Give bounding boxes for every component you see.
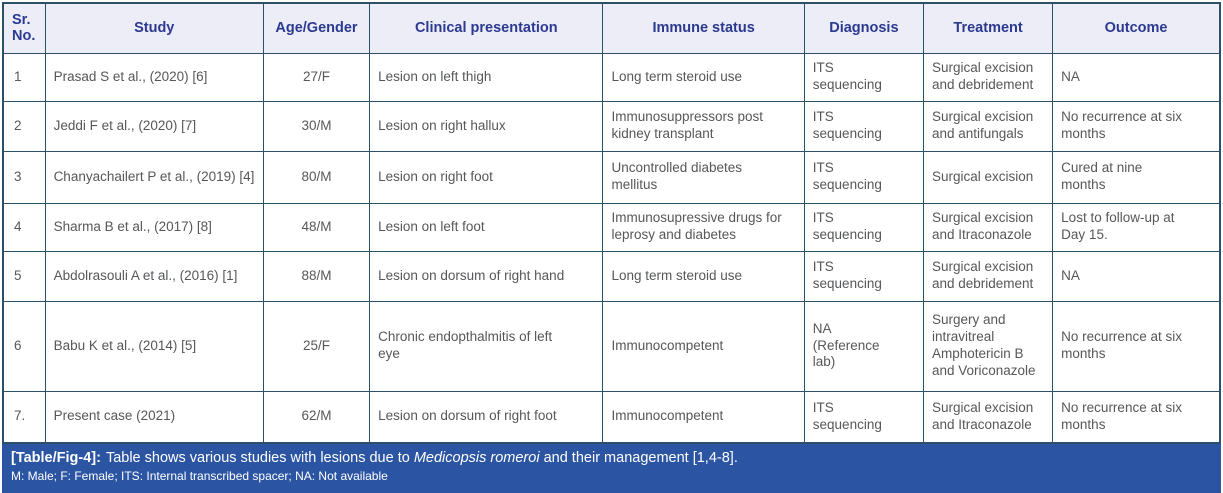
cell-diagnosis: ITS sequencing [804,203,923,251]
caption-text-after: and their management [1,4-8]. [539,450,738,466]
cell-immune_status: Uncontrolled diabetes mellitus [603,151,804,203]
caption-footnote: M: Male; F: Female; ITS: Internal transcribed spacer; NA: Not available [11,468,388,483]
header-outcome: Outcome [1053,3,1220,53]
cell-clinical_presentation: Lesion on dorsum of right hand [370,251,603,301]
caption-title [11,449,1211,468]
table-header [3,3,1220,53]
cell-outcome: No recurrence at six months [1053,101,1220,151]
cell-diagnosis: NA (Reference lab) [804,301,923,391]
cell-immune_status: Long term steroid use [603,251,804,301]
cell-age_gender: 62/M [263,391,369,443]
cell-diagnosis: ITS sequencing [804,151,923,203]
cell-age_gender: 48/M [263,203,369,251]
cell-study: Chanyachailert P et al., (2019) [4] [45,151,263,203]
caption-species-name: Medicopsis romeroi [413,450,540,466]
cell-age_gender: 30/M [263,101,369,151]
table-row [3,251,1220,301]
cell-outcome: NA [1053,251,1220,301]
table-row [3,203,1220,251]
cell-age_gender: 25/F [263,301,369,391]
cell-age_gender: 88/M [263,251,369,301]
cell-sr_no: 4 [3,203,45,251]
cell-treatment: Surgical excision and Itraconazole [923,391,1052,443]
table-row [3,391,1220,443]
cell-clinical_presentation: Lesion on left foot [370,203,603,251]
cell-immune_status: Immunosupressive drugs for leprosy and diabetes [603,203,804,251]
header-clinical-presentation: Clinical presentation [370,3,603,53]
cell-study: Sharma B et al., (2017) [8] [45,203,263,251]
cell-diagnosis: ITS sequencing [804,53,923,101]
cell-study: Babu K et al., (2014) [5] [45,301,263,391]
cell-treatment: Surgery and intravitreal Amphotericin B and Voriconazole [923,301,1052,391]
cell-study: Prasad S et al., (2020) [6] [45,53,263,101]
cell-diagnosis: ITS sequencing [804,251,923,301]
cell-outcome: Cured at nine months [1053,151,1220,203]
cell-age_gender: 80/M [263,151,369,203]
cell-clinical_presentation: Lesion on right hallux [370,101,603,151]
cell-outcome: Lost to follow-up at Day 15. [1053,203,1220,251]
header-study: Study [45,3,263,53]
cell-treatment: Surgical excision [923,151,1052,203]
header-immune-status: Immune status [603,3,804,53]
cell-treatment: Surgical excision and antifungals [923,101,1052,151]
cell-study: Jeddi F et al., (2020) [7] [45,101,263,151]
caption-figure-label: [Table/Fig-4]: [11,450,101,466]
table-row [3,301,1220,391]
cell-treatment: Surgical excision and debridement [923,251,1052,301]
studies-table [2,2,1221,444]
cell-treatment: Surgical excision and Itraconazole [923,203,1052,251]
table-row [3,53,1220,101]
cell-sr_no: 6 [3,301,45,391]
cell-outcome: NA [1053,53,1220,101]
table-row [3,101,1220,151]
cell-immune_status: Immunocompetent [603,391,804,443]
header-treatment: Treatment [923,3,1052,53]
cell-clinical_presentation: Chronic endopthalmitis of left eye [370,301,603,391]
cell-treatment: Surgical excision and debridement [923,53,1052,101]
cell-sr_no: 2 [3,101,45,151]
header-diagnosis: Diagnosis [804,3,923,53]
table-caption [2,444,1221,493]
cell-age_gender: 27/F [263,53,369,101]
cell-sr_no: 7. [3,391,45,443]
cell-study: Present case (2021) [45,391,263,443]
table-row [3,151,1220,203]
cell-study: Abdolrasouli A et al., (2016) [1] [45,251,263,301]
header-age-gender: Age/Gender [263,3,369,53]
cell-clinical_presentation: Lesion on dorsum of right foot [370,391,603,443]
cell-immune_status: Immunosuppressors post kidney transplant [603,101,804,151]
caption-text-before: Table shows various studies with lesions due to [105,450,414,466]
cell-clinical_presentation: Lesion on left thigh [370,53,603,101]
cell-diagnosis: ITS sequencing [804,391,923,443]
cell-sr_no: 5 [3,251,45,301]
cell-outcome: No recurrence at six months [1053,391,1220,443]
cell-diagnosis: ITS sequencing [804,101,923,151]
header-sr-no: Sr. No. [3,3,45,53]
cell-sr_no: 1 [3,53,45,101]
header-row [3,3,1220,53]
cell-outcome: No recurrence at six months [1053,301,1220,391]
cell-immune_status: Immunocompetent [603,301,804,391]
table-body [3,53,1220,443]
cell-immune_status: Long term steroid use [603,53,804,101]
cell-clinical_presentation: Lesion on right foot [370,151,603,203]
cell-sr_no: 3 [3,151,45,203]
